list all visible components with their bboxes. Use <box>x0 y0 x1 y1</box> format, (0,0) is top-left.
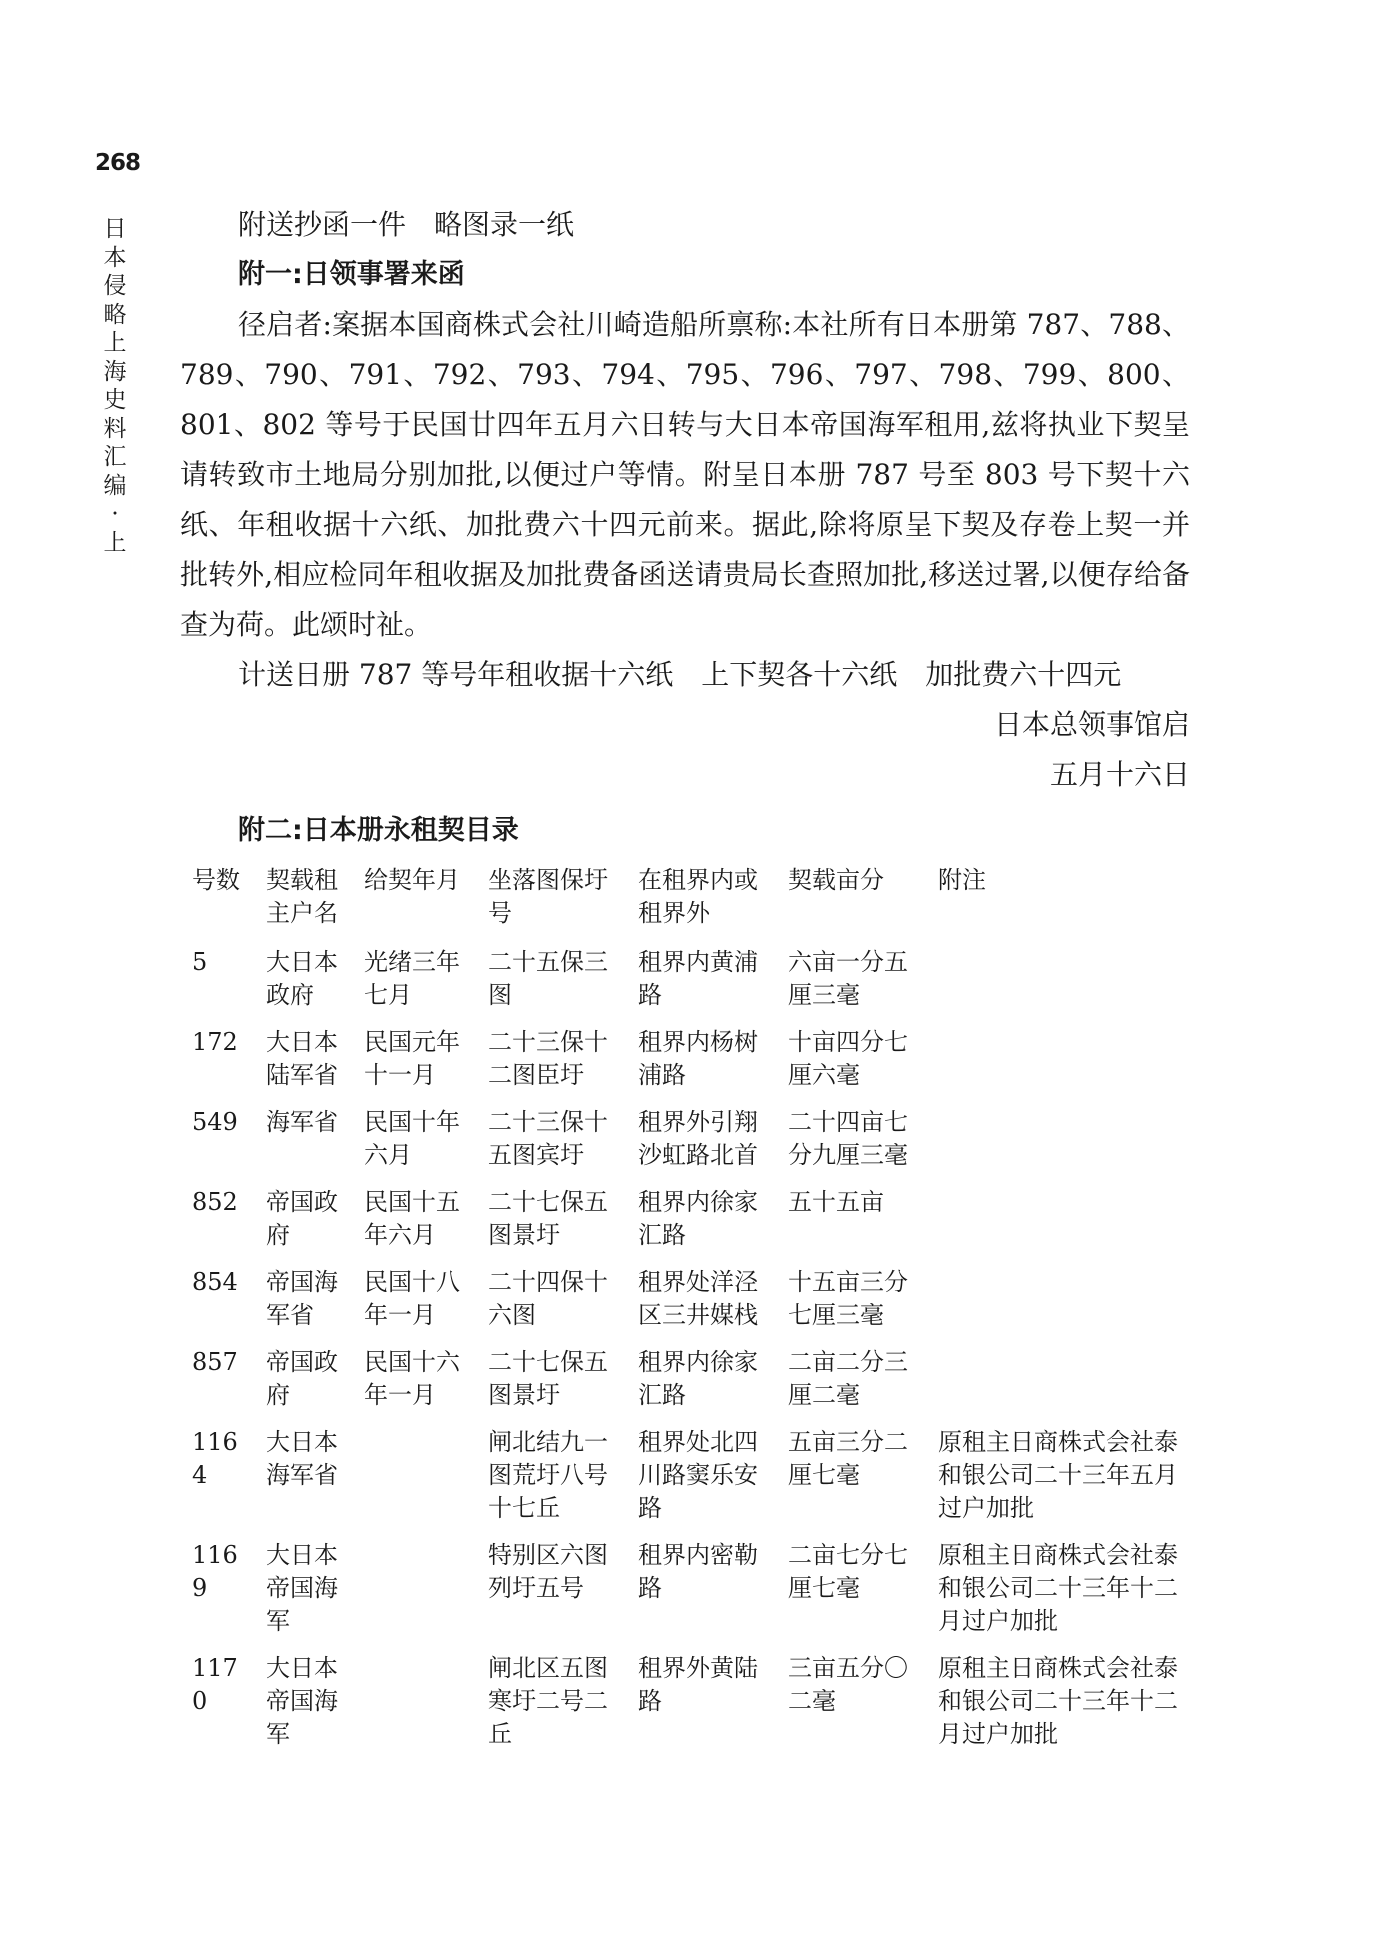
table-cell: 闸北区五图寒圩二号二丘 <box>488 1654 608 1748</box>
column-header: 契载亩分 <box>788 866 884 894</box>
table-cell: 172 <box>192 1028 238 1056</box>
table-cell: 租界外黄陆路 <box>638 1654 758 1715</box>
table-cell: 民国十六年一月 <box>364 1348 460 1409</box>
table-cell: 海军省 <box>266 1108 338 1136</box>
enclosure-line: 附送抄函一件 略图录一纸 <box>238 208 575 241</box>
table-cell: 二十七保五图景圩 <box>488 1348 608 1409</box>
table-cell: 帝国海军省 <box>266 1268 338 1329</box>
table-cell: 二十四保十六图 <box>488 1268 608 1329</box>
lease-catalog-table <box>180 864 1190 1765</box>
column-header: 号数 <box>192 866 240 894</box>
column-header: 附注 <box>938 866 986 894</box>
table-cell: 5 <box>192 948 208 976</box>
table-cell: 租界内密勒路 <box>638 1541 758 1602</box>
signature: 日本总领事馆启 <box>993 708 1190 741</box>
table-cell: 549 <box>192 1108 238 1136</box>
table-cell: 光绪三年七月 <box>364 948 460 1009</box>
table-cell: 1164 <box>192 1428 238 1489</box>
table-cell <box>352 1652 476 1765</box>
table-cell <box>926 946 1190 1026</box>
table-cell: 大日本帝国海军 <box>266 1541 338 1635</box>
table-cell: 租界内徐家汇路 <box>638 1348 758 1409</box>
column-header: 给契年月 <box>364 866 460 894</box>
table-cell: 特别区六图列圩五号 <box>488 1541 608 1602</box>
table-cell: 民国十年六月 <box>364 1108 460 1169</box>
table-cell: 原租主日商株式会社泰和银公司二十三年五月过户加批 <box>938 1428 1178 1522</box>
appendix-2-heading: 附二:日本册永租契目录 <box>238 815 519 846</box>
date: 五月十六日 <box>1049 758 1190 791</box>
table-cell: 857 <box>192 1348 238 1376</box>
table-cell: 二亩二分三厘二毫 <box>788 1348 908 1409</box>
table-header-row <box>180 864 1190 946</box>
running-head: 日本侵略上海史料汇编·上 <box>103 216 127 556</box>
document-body <box>180 200 1190 1765</box>
column-header: 契载租主户名 <box>266 866 338 927</box>
letter-body: 径启者:案据本国商株式会社川崎造船所禀称:本社所有日本册第 787、788、789、790、791、792、793、794、795、796、797、798、799、800、801、802 等号于民国廿四年五月六日转与大日本帝国海军租用,兹将执业下契呈请转致市土地局分别加批,以便过户等情。附呈日本册 787 号至 803 号下契十六纸、年租收据十六纸、加批费六十四元前来。据此,除将原呈下契及存卷上契一并批转外,相应检同年租收据及加批费备函送请贵局长查照加批,移送过署,以便存给备查为荷。此颂时祉。 <box>180 308 1190 641</box>
table-cell: 二十四亩七分九厘三毫 <box>788 1108 908 1169</box>
table-cell: 大日本海军省 <box>266 1428 338 1489</box>
table-cell: 二亩七分七厘七毫 <box>788 1541 908 1602</box>
table-row <box>180 1652 1190 1765</box>
table-cell: 租界处北四川路窦乐安路 <box>638 1428 758 1522</box>
table-cell: 二十七保五图景圩 <box>488 1188 608 1249</box>
table-cell: 民国十八年一月 <box>364 1268 460 1329</box>
table-cell: 1170 <box>192 1654 238 1715</box>
table-cell: 租界处洋泾区三井媒栈 <box>638 1268 758 1329</box>
table-cell: 帝国政府 <box>266 1188 338 1249</box>
table-cell: 大日本陆军省 <box>266 1028 338 1089</box>
table-row <box>180 1106 1190 1186</box>
table-cell: 五亩三分二厘七毫 <box>788 1428 908 1489</box>
table-cell: 五十五亩 <box>788 1188 884 1216</box>
table-row <box>180 1186 1190 1266</box>
remittance-line: 计送日册 787 等号年租收据十六纸 上下契各十六纸 加批费六十四元 <box>238 658 1122 691</box>
table-cell: 六亩一分五厘三毫 <box>788 948 908 1009</box>
table-cell <box>352 1539 476 1652</box>
table-cell: 租界内黄浦路 <box>638 948 758 1009</box>
table-cell: 大日本帝国海军 <box>266 1654 338 1748</box>
table-row <box>180 1026 1190 1106</box>
table-cell <box>926 1106 1190 1186</box>
appendix-1-heading: 附一:日领事署来函 <box>238 259 465 290</box>
table-cell <box>352 1426 476 1539</box>
table-cell: 原租主日商株式会社泰和银公司二十三年十二月过户加批 <box>938 1541 1178 1635</box>
table-cell: 三亩五分〇二毫 <box>788 1654 908 1715</box>
table-body <box>180 946 1190 1765</box>
table-cell <box>926 1026 1190 1106</box>
table-cell <box>926 1186 1190 1266</box>
table-cell: 帝国政府 <box>266 1348 338 1409</box>
table-cell: 852 <box>192 1188 238 1216</box>
column-header: 坐落图保圩号 <box>488 866 608 927</box>
table-row <box>180 1346 1190 1426</box>
table-row <box>180 946 1190 1026</box>
table-cell <box>926 1346 1190 1426</box>
column-header: 在租界内或租界外 <box>638 866 758 927</box>
table-cell: 十亩四分七厘六毫 <box>788 1028 908 1089</box>
table-row <box>180 1266 1190 1346</box>
table-row <box>180 1539 1190 1652</box>
table-cell: 租界外引翔沙虹路北首 <box>638 1108 758 1169</box>
table-cell: 十五亩三分七厘三毫 <box>788 1268 908 1329</box>
table-cell: 二十五保三图 <box>488 948 608 1009</box>
table-cell: 大日本政府 <box>266 948 338 1009</box>
table-cell: 闸北结九一图荒圩八号十七丘 <box>488 1428 608 1522</box>
table-cell: 租界内杨树浦路 <box>638 1028 758 1089</box>
table-cell: 二十三保十五图宾圩 <box>488 1108 608 1169</box>
table-cell: 原租主日商株式会社泰和银公司二十三年十二月过户加批 <box>938 1654 1178 1748</box>
table-cell: 854 <box>192 1268 238 1296</box>
table-cell: 租界内徐家汇路 <box>638 1188 758 1249</box>
table-cell: 民国元年十一月 <box>364 1028 460 1089</box>
table-cell: 1169 <box>192 1541 238 1602</box>
table-cell: 二十三保十二图臣圩 <box>488 1028 608 1089</box>
table-cell <box>926 1266 1190 1346</box>
page-number: 268 <box>95 150 141 176</box>
table-cell: 民国十五年六月 <box>364 1188 460 1249</box>
table-row <box>180 1426 1190 1539</box>
